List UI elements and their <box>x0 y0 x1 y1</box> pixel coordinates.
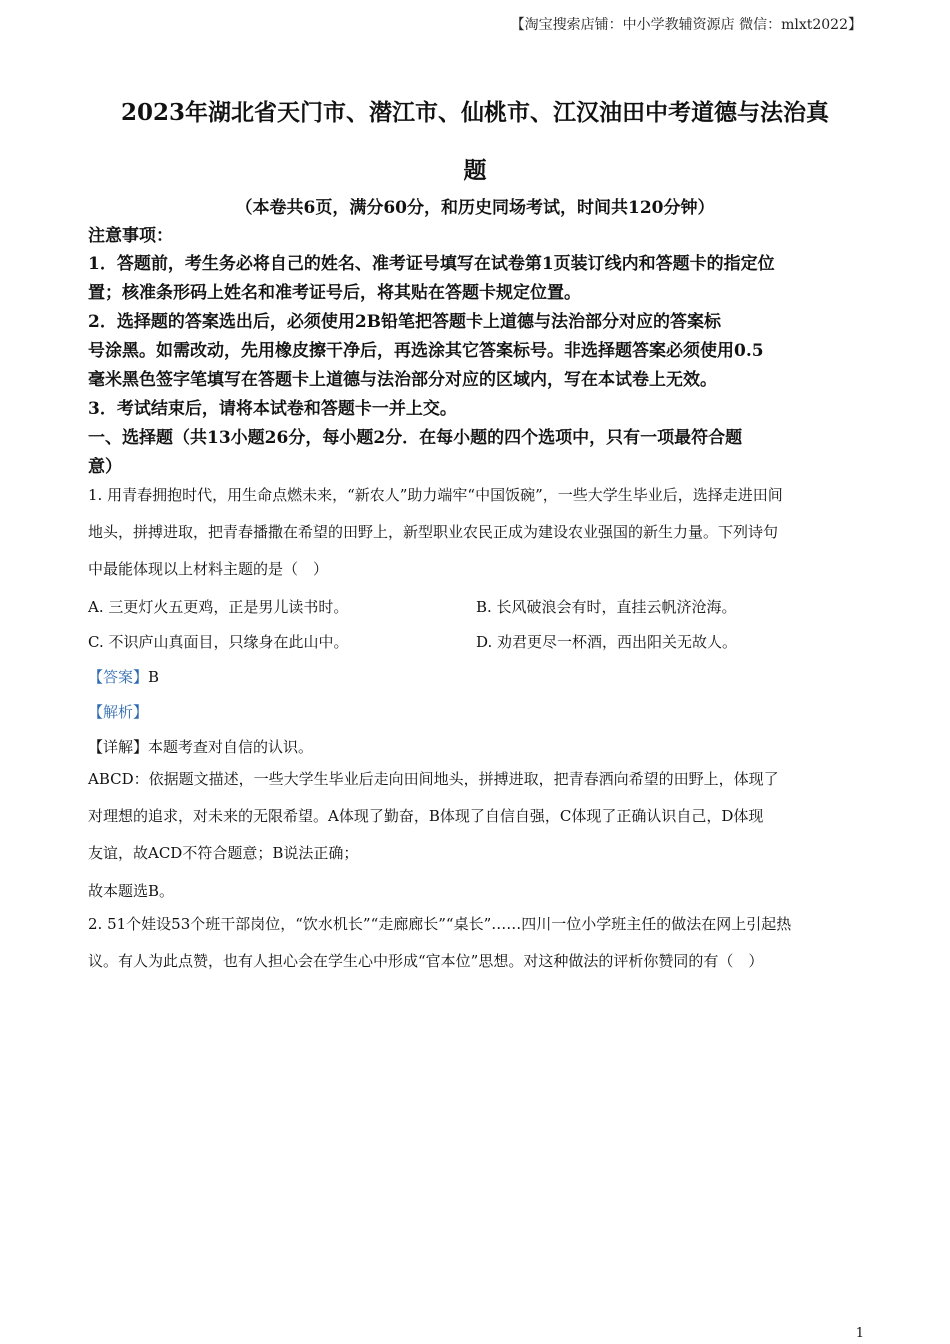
q1-explain-line-2: 对理想的追求，对未来的无限希望。A体现了勤奋，B体现了自信自强，C体现了正确认识自己，D体现 <box>88 807 764 825</box>
q1-detail: 【详解】本题考查对自信的认识。 <box>88 738 314 756</box>
q2-stem-line-1: 2. 51个娃设53个班干部岗位，“饮水机长”“走廊廊长”“桌长”……四川一位小学班主任的做法在网上引起热 <box>88 915 792 933</box>
title-line-2: 题 <box>463 157 487 184</box>
q1-option-b: B. 长风破浪会有时，直挂云帆济沧海。 <box>476 598 737 616</box>
answer-label: 【答案】 <box>88 668 149 686</box>
q1-option-a: A. 三更灯火五更鸡，正是男儿读书时。 <box>88 598 349 616</box>
notice-item-1-line-1: 1．答题前，考生务必将自己的姓名、准考证号填写在试卷第1页装订线内和答题卡的指定位 <box>88 254 775 274</box>
q1-explain-line-3: 友谊，故ACD不符合题意；B说法正确； <box>88 844 359 862</box>
exam-info: （本卷共6页，满分60分，和历史同场考试，时间共120分钟） <box>235 198 715 218</box>
q1-stem-line-2: 地头，拼搏进取，把青春播撒在希望的田野上，新型职业农民正成为建设农业强国的新生力量。下列诗句 <box>88 523 779 541</box>
page-title <box>88 84 862 200</box>
q1-conclusion: 故本题选B。 <box>88 882 175 900</box>
q1-analysis-label: 【解析】 <box>88 703 149 721</box>
q1-stem-line-1: 1. 用青春拥抱时代，用生命点燃未来，“新农人”助力端牢“中国饭碗”，一些大学生毕业后，选择走进田间 <box>88 486 783 504</box>
section-heading-line-2: 意） <box>88 457 122 477</box>
notice-item-2-line-2: 号涂黑。如需改动，先用橡皮擦干净后，再选涂其它答案标号。非选择题答案必须使用0.5 <box>88 341 764 361</box>
notice-item-1-line-2: 置；核准条形码上姓名和准考证号后，将其贴在答题卡规定位置。 <box>88 283 581 303</box>
q1-option-d: D. 劝君更尽一杯酒，西出阳关无故人。 <box>476 633 738 651</box>
q1-stem-line-3: 中最能体现以上材料主题的是（ ） <box>88 560 329 578</box>
q1-option-c: C. 不识庐山真面目，只缘身在此山中。 <box>88 633 349 651</box>
q1-explain-line-1: ABCD：依据题文描述，一些大学生毕业后走向田间地头，拼搏进取，把青春洒向希望的田野上，体现了 <box>88 770 779 788</box>
notice-item-3: 3．考试结束后，请将本试卷和答题卡一并上交。 <box>88 399 457 419</box>
answer-value: B <box>148 668 160 686</box>
page-number: 1 <box>855 1326 864 1341</box>
header-note: 【淘宝搜索店铺：中小学教辅资源店 微信：mlxt2022】 <box>510 17 862 33</box>
q1-answer <box>88 666 159 687</box>
notice-item-2-line-3: 毫米黑色签字笔填写在答题卡上道德与法治部分对应的区域内，写在本试卷上无效。 <box>88 370 717 390</box>
title-line-1: 2023年湖北省天门市、潜江市、仙桃市、江汉油田中考道德与法治真 <box>120 99 829 126</box>
q2-stem-line-2: 议。有人为此点赞，也有人担心会在学生心中形成“官本位”思想。对这种做法的评析你赞同的有（ ） <box>88 952 764 970</box>
notice-item-2-line-1: 2．选择题的答案选出后，必须使用2B铅笔把答题卡上道德与法治部分对应的答案标 <box>88 312 722 332</box>
section-heading-line-1: 一、选择题（共13小题26分，每小题2分．在每小题的四个选项中，只有一项最符合题 <box>88 428 743 448</box>
notice-heading: 注意事项： <box>88 226 173 246</box>
